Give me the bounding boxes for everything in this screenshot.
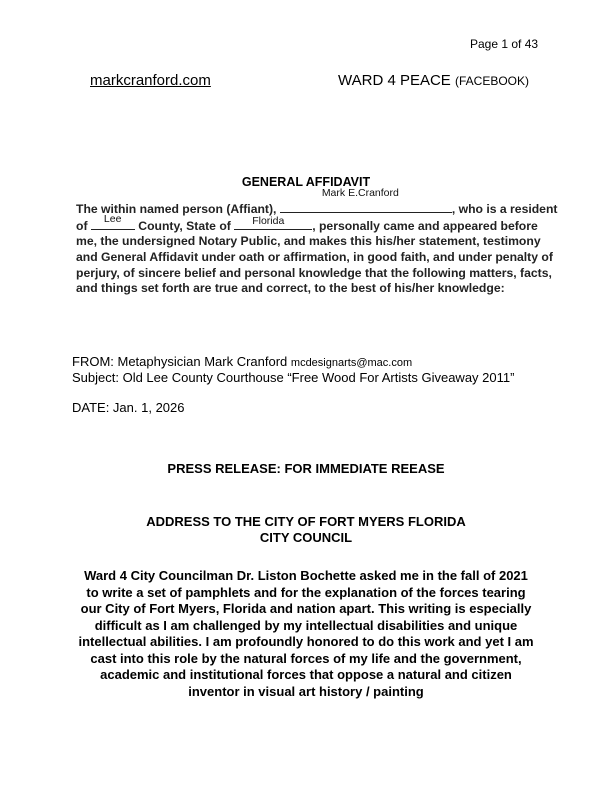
- memo-from-email[interactable]: mcdesignarts@mac.com: [290, 357, 413, 369]
- affidavit-line-5: perjury, of sincere belief and personal knowledge that the following matters, facts,: [76, 266, 552, 280]
- affiant-name-blank: [280, 187, 452, 213]
- affiant-name: Mark E.Cranford: [321, 187, 399, 199]
- affidavit-line1-post: , who is a resident: [451, 202, 558, 216]
- page-number: Page 1 of 43: [470, 37, 539, 51]
- affidavit-line-2: [76, 213, 538, 233]
- affidavit-title: GENERAL AFFIDAVIT: [241, 175, 371, 189]
- affidavit-line1-text: The within named person (Affiant),: [76, 202, 277, 216]
- memo-from: [72, 354, 412, 369]
- state-name: Florida: [252, 215, 285, 227]
- affidavit-line-3: me, the undersigned Notary Public, and makes this his/her statement, testimony: [76, 234, 541, 248]
- affidavit-line-1: [76, 187, 558, 216]
- press-release-heading: PRESS RELEASE: FOR IMMEDIATE REEASE: [167, 461, 445, 476]
- address-heading-line2: CITY COUNCIL: [259, 530, 353, 545]
- ward-header: [338, 72, 529, 89]
- affidavit-line-6: and things set forth are true and correct, to the best of his/her knowledge:: [76, 281, 505, 295]
- website-link[interactable]: markcranford.com: [90, 72, 211, 89]
- memo-subject: Subject: Old Lee County Courthouse “Free Wood For Artists Giveaway 2011”: [72, 370, 515, 385]
- ward-title: WARD 4 PEACE: [338, 72, 451, 89]
- county-name: Lee: [103, 213, 122, 225]
- affidavit-line2-of: of: [76, 219, 88, 233]
- address-heading-line1: ADDRESS TO THE CITY OF FORT MYERS FLORIDA: [146, 514, 466, 529]
- press-body-paragraph: Ward 4 City Councilman Dr. Liston Bochette asked me in the fall of 2021 to write a set of pamphlets and for the explanation of the forces tearing our City of Fort Myers, Florida and nation apart. This writing is especially difficult as I am challenged by my intellectual disabilities and unique intellectual abilities. I am profoundly honored to do this work and yet I am cast into this role by the natural forces of my life and the government, academic and institutional forces that oppose a natural and citizen inventor in visual art history / painting: [78, 568, 534, 699]
- county-blank: [91, 213, 135, 230]
- memo-date: DATE: Jan. 1, 2026: [72, 400, 185, 415]
- state-blank: [234, 215, 312, 230]
- affidavit-line2-post: , personally came and appeared before: [312, 219, 538, 233]
- affidavit-line-4: and General Affidavit under oath or affirmation, in good faith, and under penalty of: [76, 250, 553, 264]
- memo-from-label: FROM: Metaphysician Mark Cranford: [72, 354, 288, 369]
- affidavit-line2-county: County, State of: [138, 219, 231, 233]
- ward-facebook-label: (FACEBOOK): [454, 74, 529, 88]
